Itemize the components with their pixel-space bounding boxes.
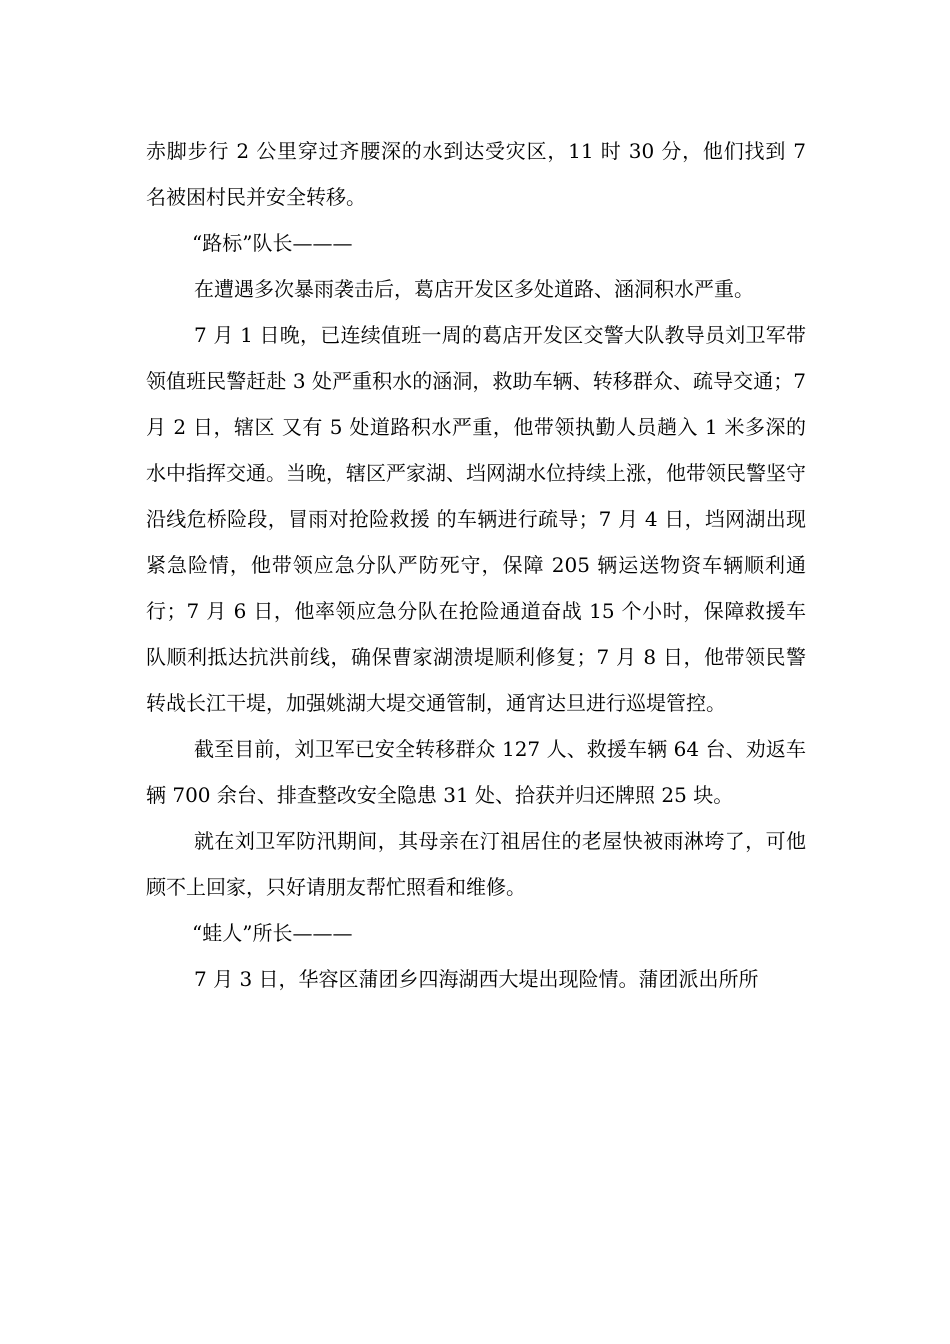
paragraph-sihai-lake: 7 月 3 日，华容区蒲团乡四海湖西大堤出现险情。蒲团派出所所 [194,967,759,991]
section-heading-road-sign-captain: “路标”队长——— [192,231,353,255]
section-heading-frogman-director: “蛙人”所长——— [192,921,353,945]
paragraph-mother-house: 就在刘卫军防汛期间，其母亲在汀祖居住的老屋快被雨淋垮了，可他顾不上回家，只好请朋友帮忙照看和维修。 [146,829,806,899]
paragraph-statistics: 截至目前，刘卫军已安全转移群众 127 人、救援车辆 64 台、劝返车辆 700 余台、排查整改安全隐患 31 处、拾获并归还牌照 25 块。 [146,737,806,807]
document-page [146,128,806,1002]
paragraph-gedian-flooding: 在遭遇多次暴雨袭击后，葛店开发区多处道路、涵洞积水严重。 [194,277,754,301]
paragraph-liu-weijun-duty: 7 月 1 日晚，已连续值班一周的葛店开发区交警大队教导员刘卫军带领值班民警赶赴 3 处严重积水的涵洞，救助车辆、转移群众、疏导交通；7 月 2 日，辖区 又有 5 处道路积水严重，他带领执勤人员趟入 1 米多深的水中指挥交通。当晚，辖区严家湖、垱网湖水位持续上涨，他带领民警坚守沿线危桥险段，冒雨对抢险救援 的车辆进行疏导；7 月 4 日，垱网湖出现紧急险情，他带领应急分队严防死守，保障 205 辆运送物资车辆顺利通行；7 月 6 日，他率领应急分队在抢险通道奋战 15 个小时，保障救援车队顺利抵达抗洪前线，确保曹家湖溃堤顺利修复；7 月 8 日，他带领民警转战长江干堤，加强姚湖大堤交通管制，通宵达旦进行巡堤管控。 [146,323,806,715]
paragraph-rescue-continuation: 赤脚步行 2 公里穿过齐腰深的水到达受灾区，11 时 30 分，他们找到 7 名被困村民并安全转移。 [146,139,806,209]
